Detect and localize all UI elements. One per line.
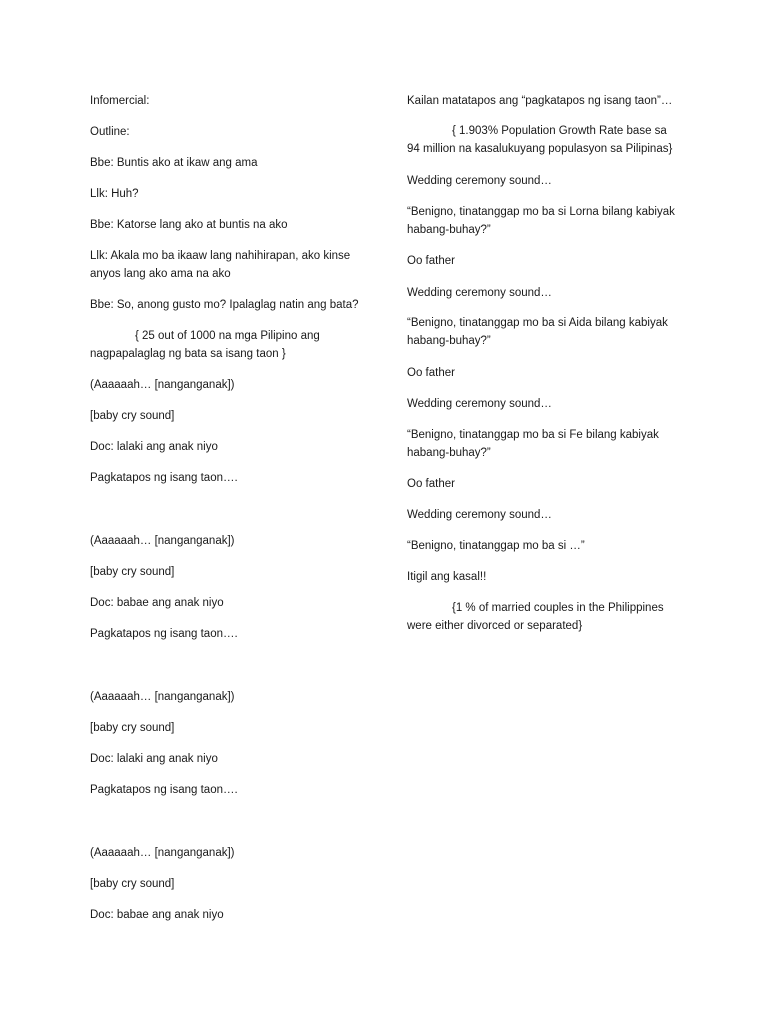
dialogue-line: Doc: babae ang anak niyo [90, 597, 224, 609]
stage-direction: Wedding ceremony sound… [407, 287, 552, 299]
scene-transition: Pagkatapos ng isang taon…. [90, 472, 238, 484]
dialogue-line: Doc: lalaki ang anak niyo [90, 441, 218, 453]
dialogue-line: Llk: Huh? [90, 188, 139, 200]
statistic-note: {1 % of married couples in the Philippines [452, 602, 664, 614]
stage-direction: [baby cry sound] [90, 566, 175, 578]
statistic-note: nagpapalaglag ng bata sa isang taon } [90, 348, 286, 360]
dialogue-line: anyos lang ako ama na ako [90, 268, 231, 280]
dialogue-line: Bbe: Buntis ako at ikaw ang ama [90, 157, 258, 169]
dialogue-line: Oo father [407, 255, 455, 267]
heading-infomercial: Infomercial: [90, 95, 150, 107]
dialogue-line: Doc: babae ang anak niyo [90, 909, 224, 921]
stage-direction: [baby cry sound] [90, 878, 175, 890]
dialogue-line: “Benigno, tinatanggap mo ba si Lorna bilang kabiyak [407, 206, 675, 218]
dialogue-line: Bbe: So, anong gusto mo? Ipalaglag natin ang bata? [90, 299, 359, 311]
dialogue-line: “Benigno, tinatanggap mo ba si …” [407, 540, 585, 552]
dialogue-line: Oo father [407, 367, 455, 379]
stage-direction: [baby cry sound] [90, 410, 175, 422]
stage-direction: (Aaaaaah… [nanganganak]) [90, 379, 235, 391]
statistic-note: { 1.903% Population Growth Rate base sa [452, 125, 667, 137]
stage-direction: [baby cry sound] [90, 722, 175, 734]
dialogue-line: “Benigno, tinatanggap mo ba si Fe bilang kabiyak [407, 429, 659, 441]
stage-direction: (Aaaaaah… [nanganganak]) [90, 847, 235, 859]
dialogue-line: “Benigno, tinatanggap mo ba si Aida bilang kabiyak [407, 317, 668, 329]
dialogue-line: Llk: Akala mo ba ikaaw lang nahihirapan, ako kinse [90, 250, 351, 262]
dialogue-line: habang-buhay?” [407, 447, 491, 459]
scene-transition: Pagkatapos ng isang taon…. [90, 784, 238, 796]
heading-outline: Outline: [90, 126, 130, 138]
dialogue-line: Itigil ang kasal!! [407, 571, 487, 583]
statistic-note: { 25 out of 1000 na mga Pilipino ang [135, 330, 320, 342]
stage-direction: Wedding ceremony sound… [407, 509, 552, 521]
statistic-note: were either divorced or separated} [407, 620, 583, 632]
stage-direction: Wedding ceremony sound… [407, 398, 552, 410]
dialogue-line: habang-buhay?” [407, 224, 491, 236]
dialogue-line: habang-buhay?” [407, 335, 491, 347]
question-line: Kailan matatapos ang “pagkatapos ng isang taon”… [407, 95, 673, 107]
stage-direction: (Aaaaaah… [nanganganak]) [90, 691, 235, 703]
dialogue-line: Oo father [407, 478, 455, 490]
dialogue-line: Bbe: Katorse lang ako at buntis na ako [90, 219, 288, 231]
stage-direction: (Aaaaaah… [nanganganak]) [90, 535, 235, 547]
dialogue-line: Doc: lalaki ang anak niyo [90, 753, 218, 765]
stage-direction: Wedding ceremony sound… [407, 175, 552, 187]
scene-transition: Pagkatapos ng isang taon…. [90, 628, 238, 640]
statistic-note: 94 million na kasalukuyang populasyon sa Pilipinas} [407, 143, 673, 155]
